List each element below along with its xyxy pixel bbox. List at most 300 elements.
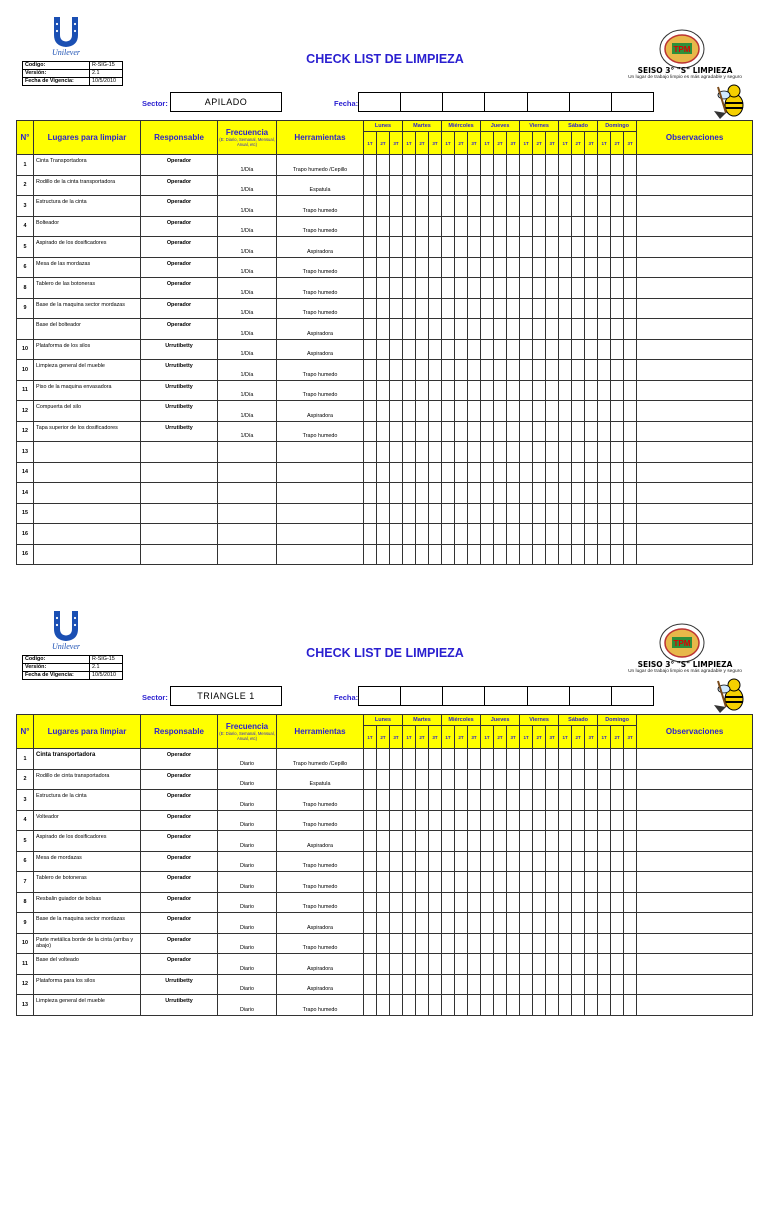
check-cell[interactable] xyxy=(494,872,507,893)
check-cell[interactable] xyxy=(520,278,533,299)
check-cell[interactable] xyxy=(390,257,403,278)
observation-cell[interactable] xyxy=(637,298,753,319)
check-cell[interactable] xyxy=(468,216,481,237)
check-cell[interactable] xyxy=(507,401,520,422)
check-cell[interactable] xyxy=(624,995,637,1016)
check-cell[interactable] xyxy=(572,503,585,524)
check-cell[interactable] xyxy=(585,892,598,913)
check-cell[interactable] xyxy=(520,257,533,278)
check-cell[interactable] xyxy=(494,810,507,831)
check-cell[interactable] xyxy=(377,503,390,524)
check-cell[interactable] xyxy=(624,913,637,934)
check-cell[interactable] xyxy=(585,339,598,360)
check-cell[interactable] xyxy=(429,380,442,401)
sector-field[interactable]: TRIANGLE 1 xyxy=(170,686,282,706)
check-cell[interactable] xyxy=(520,298,533,319)
check-cell[interactable] xyxy=(403,790,416,811)
check-cell[interactable] xyxy=(611,462,624,483)
check-cell[interactable] xyxy=(611,339,624,360)
check-cell[interactable] xyxy=(572,380,585,401)
observation-cell[interactable] xyxy=(637,319,753,340)
observation-cell[interactable] xyxy=(637,790,753,811)
check-cell[interactable] xyxy=(507,913,520,934)
check-cell[interactable] xyxy=(390,339,403,360)
check-cell[interactable] xyxy=(546,892,559,913)
check-cell[interactable] xyxy=(481,749,494,770)
check-cell[interactable] xyxy=(546,155,559,176)
check-cell[interactable] xyxy=(507,237,520,258)
check-cell[interactable] xyxy=(429,769,442,790)
check-cell[interactable] xyxy=(559,954,572,975)
check-cell[interactable] xyxy=(377,749,390,770)
check-cell[interactable] xyxy=(455,544,468,565)
check-cell[interactable] xyxy=(429,278,442,299)
check-cell[interactable] xyxy=(403,196,416,217)
check-cell[interactable] xyxy=(520,462,533,483)
check-cell[interactable] xyxy=(403,257,416,278)
check-cell[interactable] xyxy=(611,421,624,442)
check-cell[interactable] xyxy=(442,749,455,770)
check-cell[interactable] xyxy=(403,524,416,545)
check-cell[interactable] xyxy=(455,380,468,401)
check-cell[interactable] xyxy=(403,913,416,934)
check-cell[interactable] xyxy=(572,995,585,1016)
check-cell[interactable] xyxy=(507,462,520,483)
check-cell[interactable] xyxy=(546,380,559,401)
check-cell[interactable] xyxy=(624,175,637,196)
check-cell[interactable] xyxy=(429,216,442,237)
check-cell[interactable] xyxy=(390,749,403,770)
check-cell[interactable] xyxy=(507,360,520,381)
check-cell[interactable] xyxy=(442,339,455,360)
check-cell[interactable] xyxy=(416,769,429,790)
check-cell[interactable] xyxy=(585,503,598,524)
check-cell[interactable] xyxy=(416,995,429,1016)
check-cell[interactable] xyxy=(468,769,481,790)
check-cell[interactable] xyxy=(416,462,429,483)
check-cell[interactable] xyxy=(611,503,624,524)
check-cell[interactable] xyxy=(390,995,403,1016)
observation-cell[interactable] xyxy=(637,524,753,545)
check-cell[interactable] xyxy=(546,810,559,831)
check-cell[interactable] xyxy=(546,851,559,872)
check-cell[interactable] xyxy=(481,483,494,504)
check-cell[interactable] xyxy=(546,872,559,893)
check-cell[interactable] xyxy=(494,851,507,872)
check-cell[interactable] xyxy=(507,524,520,545)
check-cell[interactable] xyxy=(429,483,442,504)
check-cell[interactable] xyxy=(533,524,546,545)
check-cell[interactable] xyxy=(442,995,455,1016)
observation-cell[interactable] xyxy=(637,483,753,504)
check-cell[interactable] xyxy=(572,483,585,504)
check-cell[interactable] xyxy=(546,913,559,934)
check-cell[interactable] xyxy=(442,892,455,913)
check-cell[interactable] xyxy=(507,278,520,299)
check-cell[interactable] xyxy=(507,851,520,872)
check-cell[interactable] xyxy=(377,913,390,934)
check-cell[interactable] xyxy=(377,462,390,483)
check-cell[interactable] xyxy=(585,216,598,237)
check-cell[interactable] xyxy=(507,790,520,811)
check-cell[interactable] xyxy=(611,298,624,319)
check-cell[interactable] xyxy=(598,749,611,770)
check-cell[interactable] xyxy=(507,216,520,237)
observation-cell[interactable] xyxy=(637,421,753,442)
check-cell[interactable] xyxy=(442,175,455,196)
check-cell[interactable] xyxy=(559,237,572,258)
check-cell[interactable] xyxy=(533,462,546,483)
check-cell[interactable] xyxy=(481,810,494,831)
check-cell[interactable] xyxy=(442,790,455,811)
check-cell[interactable] xyxy=(624,810,637,831)
check-cell[interactable] xyxy=(468,851,481,872)
check-cell[interactable] xyxy=(624,892,637,913)
check-cell[interactable] xyxy=(364,544,377,565)
check-cell[interactable] xyxy=(377,995,390,1016)
check-cell[interactable] xyxy=(416,483,429,504)
check-cell[interactable] xyxy=(403,851,416,872)
check-cell[interactable] xyxy=(520,933,533,954)
check-cell[interactable] xyxy=(624,298,637,319)
check-cell[interactable] xyxy=(585,933,598,954)
check-cell[interactable] xyxy=(598,401,611,422)
check-cell[interactable] xyxy=(416,872,429,893)
check-cell[interactable] xyxy=(533,319,546,340)
check-cell[interactable] xyxy=(507,810,520,831)
check-cell[interactable] xyxy=(442,257,455,278)
check-cell[interactable] xyxy=(611,544,624,565)
check-cell[interactable] xyxy=(598,524,611,545)
check-cell[interactable] xyxy=(364,892,377,913)
check-cell[interactable] xyxy=(390,769,403,790)
check-cell[interactable] xyxy=(442,421,455,442)
check-cell[interactable] xyxy=(416,380,429,401)
check-cell[interactable] xyxy=(390,216,403,237)
check-cell[interactable] xyxy=(520,380,533,401)
check-cell[interactable] xyxy=(520,544,533,565)
check-cell[interactable] xyxy=(572,175,585,196)
check-cell[interactable] xyxy=(585,196,598,217)
check-cell[interactable] xyxy=(377,790,390,811)
observation-cell[interactable] xyxy=(637,892,753,913)
check-cell[interactable] xyxy=(598,995,611,1016)
check-cell[interactable] xyxy=(364,319,377,340)
check-cell[interactable] xyxy=(546,175,559,196)
check-cell[interactable] xyxy=(624,421,637,442)
check-cell[interactable] xyxy=(468,892,481,913)
check-cell[interactable] xyxy=(624,155,637,176)
check-cell[interactable] xyxy=(468,810,481,831)
check-cell[interactable] xyxy=(507,872,520,893)
check-cell[interactable] xyxy=(364,196,377,217)
check-cell[interactable] xyxy=(468,278,481,299)
check-cell[interactable] xyxy=(624,974,637,995)
check-cell[interactable] xyxy=(585,401,598,422)
check-cell[interactable] xyxy=(572,401,585,422)
check-cell[interactable] xyxy=(364,175,377,196)
check-cell[interactable] xyxy=(624,933,637,954)
check-cell[interactable] xyxy=(533,237,546,258)
observation-cell[interactable] xyxy=(637,831,753,852)
check-cell[interactable] xyxy=(598,831,611,852)
check-cell[interactable] xyxy=(390,421,403,442)
check-cell[interactable] xyxy=(429,749,442,770)
check-cell[interactable] xyxy=(442,503,455,524)
check-cell[interactable] xyxy=(559,524,572,545)
check-cell[interactable] xyxy=(455,421,468,442)
check-cell[interactable] xyxy=(546,319,559,340)
check-cell[interactable] xyxy=(507,995,520,1016)
check-cell[interactable] xyxy=(390,831,403,852)
check-cell[interactable] xyxy=(494,319,507,340)
check-cell[interactable] xyxy=(481,872,494,893)
check-cell[interactable] xyxy=(494,421,507,442)
check-cell[interactable] xyxy=(520,421,533,442)
check-cell[interactable] xyxy=(468,462,481,483)
check-cell[interactable] xyxy=(572,851,585,872)
check-cell[interactable] xyxy=(533,380,546,401)
check-cell[interactable] xyxy=(559,380,572,401)
check-cell[interactable] xyxy=(546,401,559,422)
check-cell[interactable] xyxy=(403,974,416,995)
check-cell[interactable] xyxy=(390,790,403,811)
check-cell[interactable] xyxy=(520,216,533,237)
check-cell[interactable] xyxy=(559,175,572,196)
check-cell[interactable] xyxy=(494,974,507,995)
check-cell[interactable] xyxy=(520,974,533,995)
check-cell[interactable] xyxy=(559,749,572,770)
check-cell[interactable] xyxy=(494,442,507,463)
check-cell[interactable] xyxy=(364,954,377,975)
check-cell[interactable] xyxy=(533,933,546,954)
check-cell[interactable] xyxy=(624,749,637,770)
check-cell[interactable] xyxy=(416,278,429,299)
check-cell[interactable] xyxy=(559,298,572,319)
check-cell[interactable] xyxy=(468,298,481,319)
check-cell[interactable] xyxy=(468,257,481,278)
check-cell[interactable] xyxy=(468,196,481,217)
check-cell[interactable] xyxy=(533,749,546,770)
observation-cell[interactable] xyxy=(637,380,753,401)
check-cell[interactable] xyxy=(429,790,442,811)
check-cell[interactable] xyxy=(442,196,455,217)
check-cell[interactable] xyxy=(429,810,442,831)
check-cell[interactable] xyxy=(429,831,442,852)
observation-cell[interactable] xyxy=(637,175,753,196)
check-cell[interactable] xyxy=(403,503,416,524)
check-cell[interactable] xyxy=(494,278,507,299)
check-cell[interactable] xyxy=(364,749,377,770)
check-cell[interactable] xyxy=(546,360,559,381)
check-cell[interactable] xyxy=(624,278,637,299)
check-cell[interactable] xyxy=(481,237,494,258)
check-cell[interactable] xyxy=(559,933,572,954)
check-cell[interactable] xyxy=(390,503,403,524)
check-cell[interactable] xyxy=(585,155,598,176)
check-cell[interactable] xyxy=(559,462,572,483)
check-cell[interactable] xyxy=(364,483,377,504)
check-cell[interactable] xyxy=(429,933,442,954)
check-cell[interactable] xyxy=(624,401,637,422)
check-cell[interactable] xyxy=(468,380,481,401)
check-cell[interactable] xyxy=(442,954,455,975)
check-cell[interactable] xyxy=(442,298,455,319)
check-cell[interactable] xyxy=(546,544,559,565)
check-cell[interactable] xyxy=(559,442,572,463)
check-cell[interactable] xyxy=(585,257,598,278)
check-cell[interactable] xyxy=(455,360,468,381)
observation-cell[interactable] xyxy=(637,974,753,995)
check-cell[interactable] xyxy=(416,933,429,954)
check-cell[interactable] xyxy=(429,524,442,545)
check-cell[interactable] xyxy=(390,892,403,913)
check-cell[interactable] xyxy=(598,196,611,217)
check-cell[interactable] xyxy=(455,524,468,545)
check-cell[interactable] xyxy=(377,954,390,975)
check-cell[interactable] xyxy=(403,769,416,790)
check-cell[interactable] xyxy=(585,319,598,340)
check-cell[interactable] xyxy=(572,810,585,831)
check-cell[interactable] xyxy=(520,503,533,524)
check-cell[interactable] xyxy=(507,769,520,790)
check-cell[interactable] xyxy=(429,298,442,319)
check-cell[interactable] xyxy=(416,749,429,770)
check-cell[interactable] xyxy=(533,872,546,893)
check-cell[interactable] xyxy=(403,360,416,381)
check-cell[interactable] xyxy=(364,872,377,893)
check-cell[interactable] xyxy=(611,524,624,545)
check-cell[interactable] xyxy=(442,278,455,299)
check-cell[interactable] xyxy=(494,380,507,401)
check-cell[interactable] xyxy=(364,339,377,360)
check-cell[interactable] xyxy=(611,216,624,237)
check-cell[interactable] xyxy=(559,483,572,504)
check-cell[interactable] xyxy=(481,196,494,217)
check-cell[interactable] xyxy=(559,769,572,790)
check-cell[interactable] xyxy=(572,892,585,913)
check-cell[interactable] xyxy=(507,749,520,770)
check-cell[interactable] xyxy=(429,257,442,278)
check-cell[interactable] xyxy=(494,954,507,975)
check-cell[interactable] xyxy=(520,175,533,196)
check-cell[interactable] xyxy=(598,851,611,872)
check-cell[interactable] xyxy=(364,237,377,258)
check-cell[interactable] xyxy=(403,954,416,975)
check-cell[interactable] xyxy=(624,524,637,545)
check-cell[interactable] xyxy=(429,155,442,176)
check-cell[interactable] xyxy=(559,892,572,913)
observation-cell[interactable] xyxy=(637,360,753,381)
observation-cell[interactable] xyxy=(637,954,753,975)
check-cell[interactable] xyxy=(364,360,377,381)
check-cell[interactable] xyxy=(429,237,442,258)
check-cell[interactable] xyxy=(429,196,442,217)
check-cell[interactable] xyxy=(364,503,377,524)
observation-cell[interactable] xyxy=(637,995,753,1016)
check-cell[interactable] xyxy=(442,462,455,483)
check-cell[interactable] xyxy=(455,872,468,893)
check-cell[interactable] xyxy=(403,462,416,483)
check-cell[interactable] xyxy=(442,851,455,872)
check-cell[interactable] xyxy=(364,380,377,401)
check-cell[interactable] xyxy=(611,278,624,299)
check-cell[interactable] xyxy=(559,995,572,1016)
check-cell[interactable] xyxy=(494,503,507,524)
check-cell[interactable] xyxy=(572,769,585,790)
check-cell[interactable] xyxy=(546,216,559,237)
check-cell[interactable] xyxy=(598,360,611,381)
check-cell[interactable] xyxy=(559,155,572,176)
check-cell[interactable] xyxy=(403,892,416,913)
check-cell[interactable] xyxy=(611,851,624,872)
check-cell[interactable] xyxy=(507,298,520,319)
check-cell[interactable] xyxy=(364,421,377,442)
check-cell[interactable] xyxy=(533,421,546,442)
check-cell[interactable] xyxy=(468,749,481,770)
observation-cell[interactable] xyxy=(637,933,753,954)
observation-cell[interactable] xyxy=(637,810,753,831)
check-cell[interactable] xyxy=(598,483,611,504)
check-cell[interactable] xyxy=(377,319,390,340)
check-cell[interactable] xyxy=(468,933,481,954)
check-cell[interactable] xyxy=(416,421,429,442)
check-cell[interactable] xyxy=(403,319,416,340)
check-cell[interactable] xyxy=(494,933,507,954)
check-cell[interactable] xyxy=(481,974,494,995)
check-cell[interactable] xyxy=(585,810,598,831)
check-cell[interactable] xyxy=(455,216,468,237)
check-cell[interactable] xyxy=(468,544,481,565)
check-cell[interactable] xyxy=(494,196,507,217)
check-cell[interactable] xyxy=(611,769,624,790)
check-cell[interactable] xyxy=(624,851,637,872)
check-cell[interactable] xyxy=(429,421,442,442)
check-cell[interactable] xyxy=(624,237,637,258)
check-cell[interactable] xyxy=(624,872,637,893)
check-cell[interactable] xyxy=(546,933,559,954)
check-cell[interactable] xyxy=(507,974,520,995)
check-cell[interactable] xyxy=(390,913,403,934)
check-cell[interactable] xyxy=(520,483,533,504)
observation-cell[interactable] xyxy=(637,544,753,565)
check-cell[interactable] xyxy=(416,790,429,811)
check-cell[interactable] xyxy=(403,442,416,463)
check-cell[interactable] xyxy=(481,216,494,237)
check-cell[interactable] xyxy=(468,483,481,504)
check-cell[interactable] xyxy=(572,216,585,237)
check-cell[interactable] xyxy=(546,298,559,319)
check-cell[interactable] xyxy=(572,319,585,340)
check-cell[interactable] xyxy=(585,954,598,975)
check-cell[interactable] xyxy=(585,421,598,442)
check-cell[interactable] xyxy=(585,360,598,381)
observation-cell[interactable] xyxy=(637,278,753,299)
check-cell[interactable] xyxy=(442,974,455,995)
check-cell[interactable] xyxy=(442,831,455,852)
check-cell[interactable] xyxy=(507,544,520,565)
check-cell[interactable] xyxy=(572,360,585,381)
check-cell[interactable] xyxy=(403,237,416,258)
check-cell[interactable] xyxy=(559,421,572,442)
check-cell[interactable] xyxy=(598,216,611,237)
check-cell[interactable] xyxy=(390,462,403,483)
check-cell[interactable] xyxy=(611,933,624,954)
check-cell[interactable] xyxy=(546,954,559,975)
check-cell[interactable] xyxy=(481,319,494,340)
check-cell[interactable] xyxy=(377,810,390,831)
check-cell[interactable] xyxy=(507,257,520,278)
